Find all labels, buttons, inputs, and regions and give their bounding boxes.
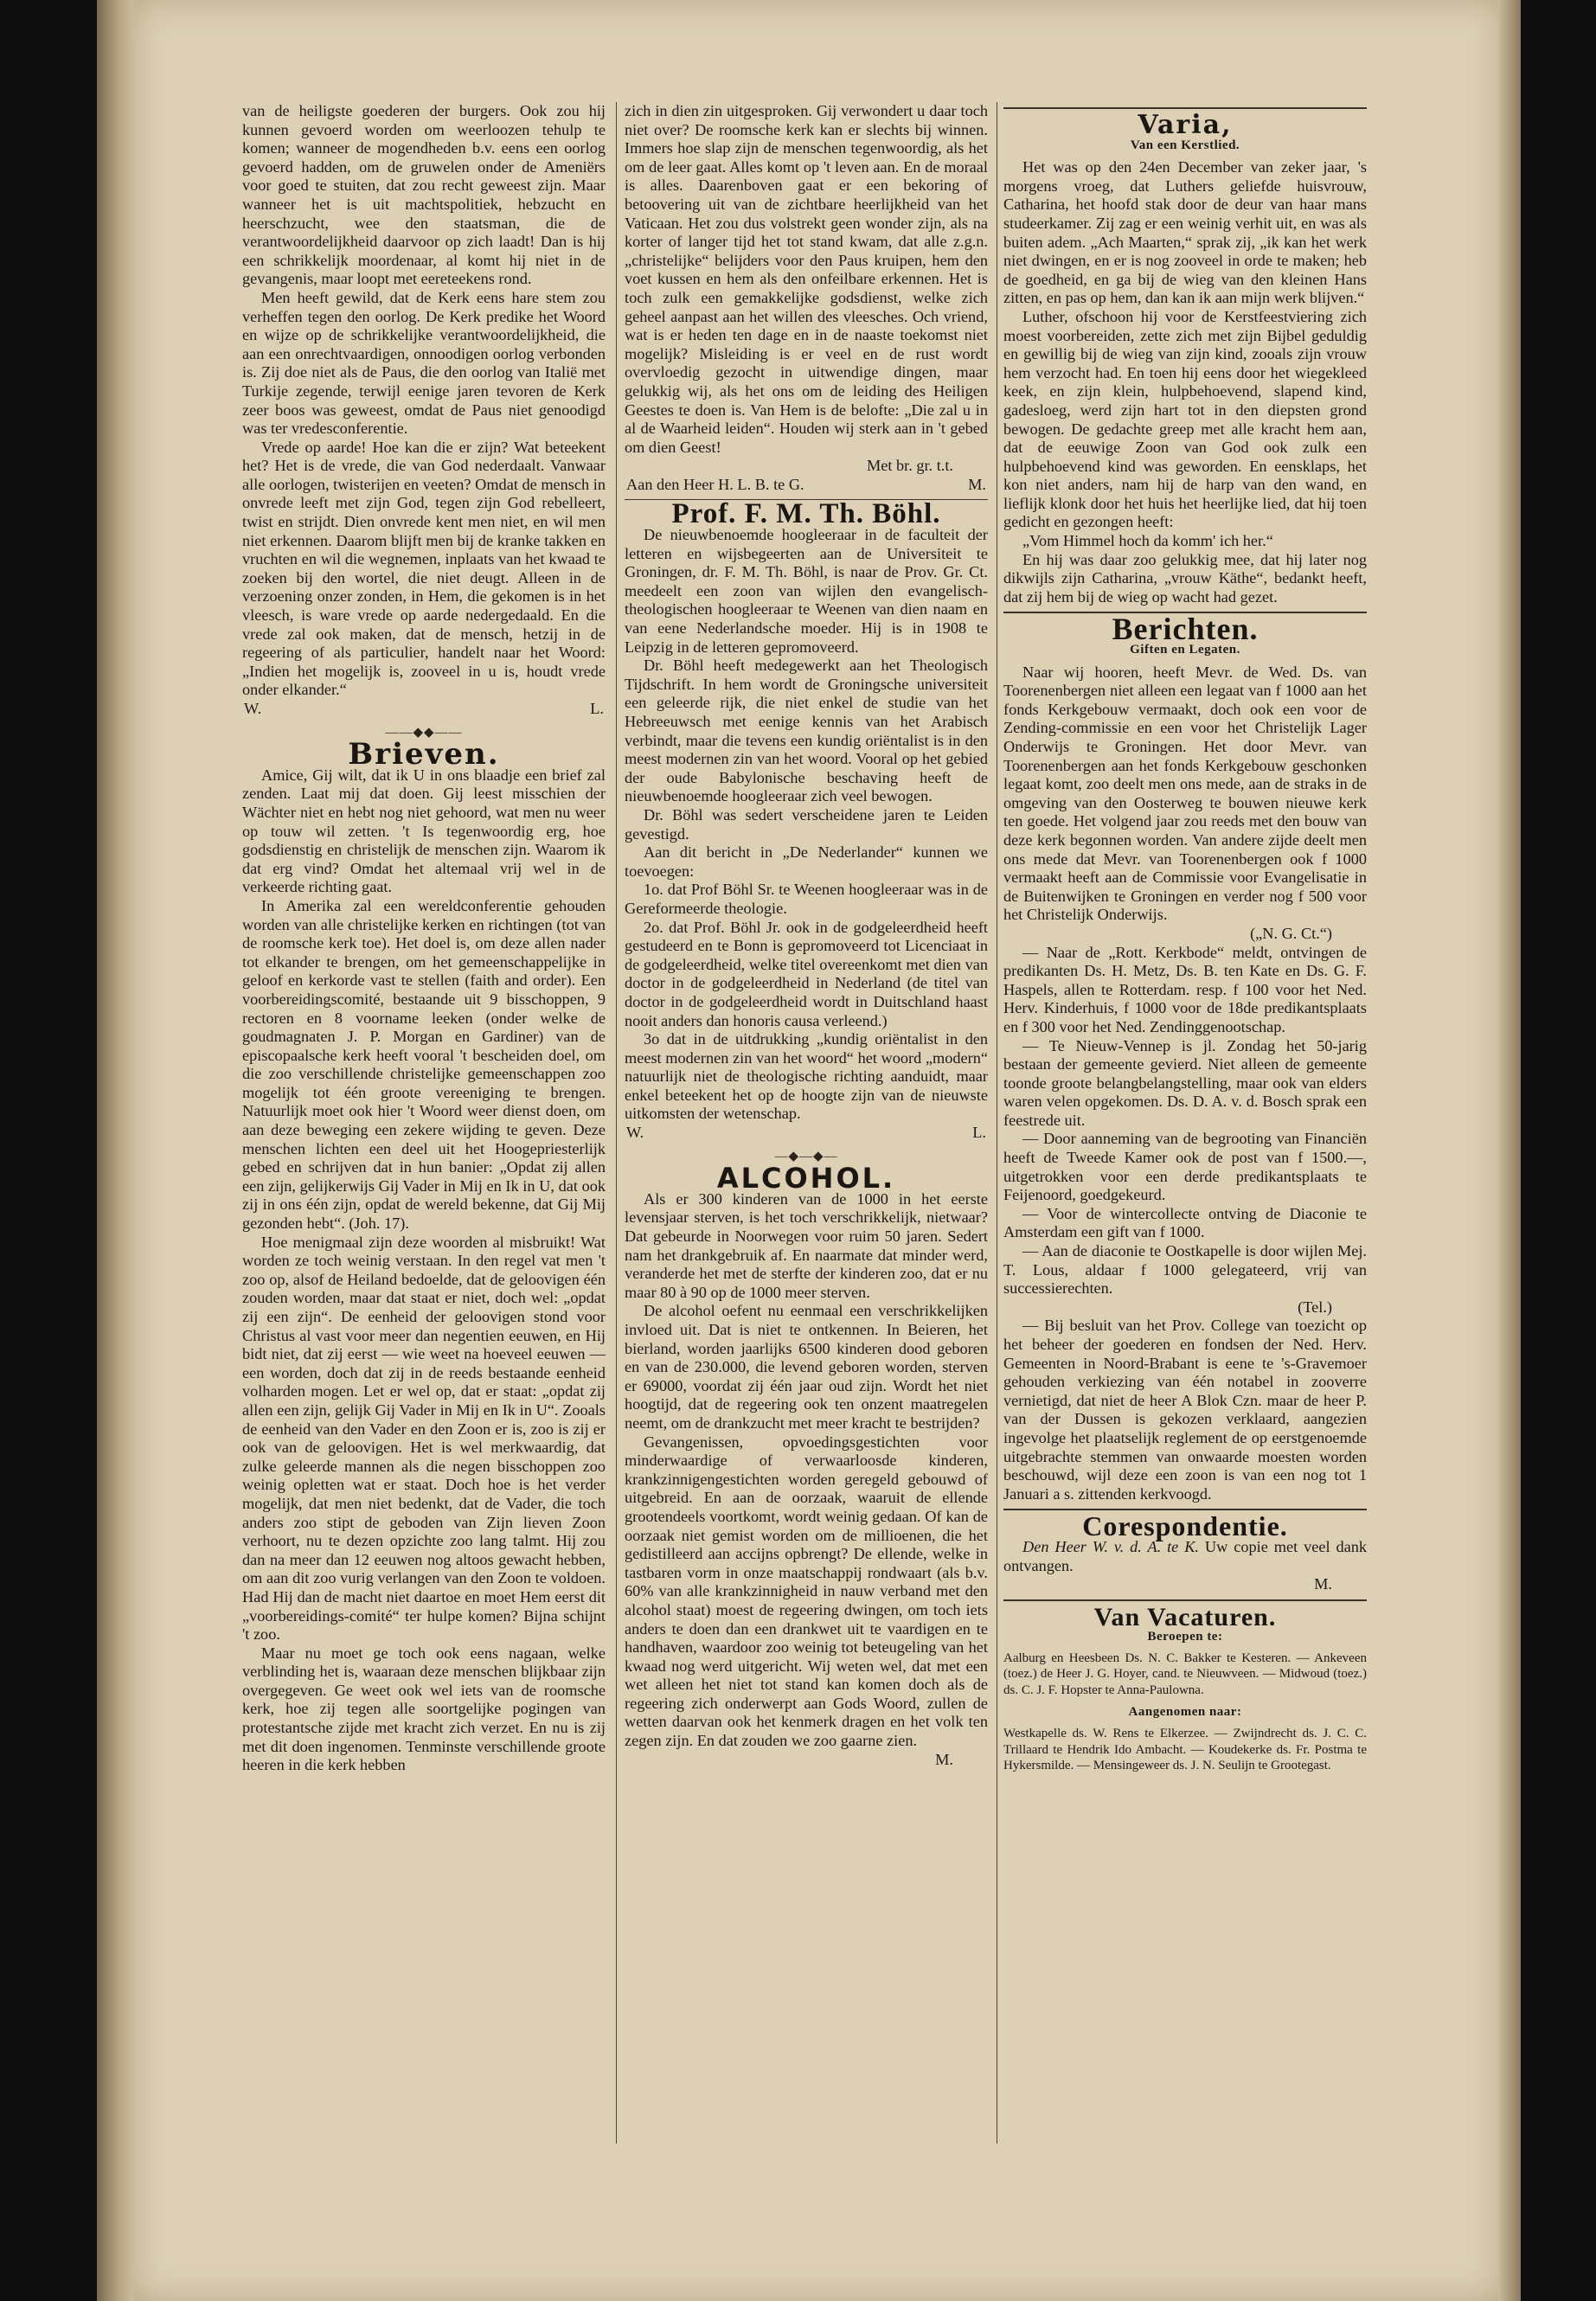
ornament-divider: ——◆◆—— [385,725,463,740]
source-note: („N. G. Ct.“) [1250,924,1332,942]
section-subtitle: Giften en Legaten. [1130,643,1240,657]
section-title-bohl: Prof. F. M. Th. Böhl. [671,498,941,530]
article-paragraph: — Voor de wintercollecte ontving de Diaconie te Amsterdam een gift van f 1000. [1003,1204,1367,1241]
article-paragraph: Vrede op aarde! Hoe kan die er zijn? Wat beteekent het? Het is de vrede, die van God nederdaalt. Vanwaar alle oorlogen, twisterijen en veeten? Omdat de mensch in onvrede leeft met zijn God, tegen zijn God rebelleert, twist en strijdt. Dien onvrede kent men niet, en wil men niet erkennen. Daarom blijft men bij de kranke takken en vruchten en wil die wegnemen, inplaats van het kwaad te zoeken bij den wortel, die niet deugt. Alleen in de verzoening onzer zonden, in Hem, die gekomen is in het vleesch, is ware vrede op aarde nedergedaald. En die vrede zal ook maken, dat de mensch, hetzij in de regeering of als particulier, handelt naar het Woord: „Indien het mogelijk is, zooveel in u is, houdt vrede onder elkander.“ [242,438,606,699]
article-paragraph: Als er 300 kinderen van de 1000 in het eerste levensjaar sterven, is het toch verschrikkelijk, nietwaar? Dat gebeurde in Noorwegen voor ruim 50 jaren. Sedert nam het drankgebruik af. En naarmate dat minder werd, veranderde het met de sterfte der kinderen zoo, dat er nu maar 80 à 90 op de 1000 meer sterven. [625,1189,988,1301]
column-1 [242,102,606,1775]
article-paragraph: — Naar de „Rott. Kerkbode“ meldt, ontvingen de predikanten Ds. H. Metz, Ds. B. ten Kate en Ds. G. F. Haspels, allen te Rotterdam. resp. f 100 voor het Ned. Herv. Kinderhuis, f 1000 voor de 18de predikantsplaats en f 300 voor het Ned. Zendinggenootschap. [1003,943,1367,1035]
section-title-correspondentie: Corespondentie. [1082,1510,1288,1542]
article-paragraph: Gevangenissen, opvoedingsgestichten voor minderwaardige of verwaarloosde kinderen, krankzinnigengestichten worden geregeld gebouwd of uitgebreid. En aan de oorzaak, waaruit de ellende grootendeels voortkomt, wordt weinig gedaan. Of kan de oorzaak niet gemist worden om de millioenen, die het gedistilleerd aan accijns opbrengt? De ellende, welke in tastbaren vorm in onze maatschappij rondwaart (als b.v. 60% van alle krankzinnigheid in nauw verband met den alcohol staat) moest de regeering dwingen, om toch iets anders te doen dan een drankwet uit te vaardigen en te handhaven, waardoor zoo weinig tot beteugeling van het kwaad nog werd uitgericht. Wij weten wel, dat met een wet alleen het niet tot stand kan komen doch als de regeering zich onderwerpt aan Gods Woord, zullen de wetten daarvan ook het kenmerk dragen en het volk ten zegen zijn. En dat zouden we zoo gaarne zien. [625,1433,988,1750]
article-paragraph: In Amerika zal een wereldconferentie gehouden worden van alle christelijke kerken en richtingen (tot van de roomsche kerk toe). Het doel is, om deze allen nader tot elkander te brengen, om het gemeenschappelijke in geloof en kerkorde vast te stellen (faith and order). Een voorbereidingscomité, bestaande uit 9 bisschoppen, 9 rectoren en 8 voorname leeken (onder welke de goudmagnaten J. P. Morgan en Gardiner) van de episcopaalsche kerk heeft vooral 't bescheiden doel, om die zoo verschillende christelijke gemeenschappen zoo mogelijk tot één groote vereeniging te brengen. Natuurlijk moet ook hier 't Woord weer dienst doen, om aan deze beweging een zekere wijding te geven. Deze menschen lichten een deel uit het Hoogepriesterlijk gebed en schrijven dat in hun banier: „Opdat zij allen een zijn, gelijkerwijs Gij Vader in Mij en Ik in U, dat ook zij in ons één zijn, opdat de wereld bekenne, dat Gij Mij gezonden hebt“. (Joh. 17). [242,896,606,1233]
article-paragraph: De alcohol oefent nu eenmaal een verschrikkelijken invloed uit. Dat is niet te ontkennen. In Beieren, het bierland, worden jaarlijks 6500 kinderen dood geboren en van de 230.000, die levend geboren worden, sterven er 69000, voordat zij één jaar oud zijn. Wordt het niet hoogtijd, dat de regeering ook ten onzent maatregelen neemt, om de drankzucht met meer kracht te bestrijden? [625,1302,988,1432]
article-paragraph: Het was op den 24en December van zeker jaar, 's morgens vroeg, dat Luthers geliefde huisvrouw, Catharina, het hoofd stak door de deur van haar mans studeerkamer. Zij zag er een weinig verhit uit, en was als buiten adem. „Ach Maarten,“ sprak zij, „ik kan het werk niet dwingen, en er is nog zooveel in orde te maken; heb de goedheid, en ga bij de wieg van den kleinen Hans zitten, en pas op hem, dan kan ik aan mijn werk blijven.“ [1003,158,1367,307]
section-subtitle: Aangenomen naar: [1128,1705,1242,1720]
section-title-vacaturen: Van Vacaturen. [1093,1602,1277,1631]
article-paragraph: Dr. Böhl heeft medegewerkt aan het Theologisch Tijdschrift. In hem wordt de Groningsche universiteit een geleerde rijk, die niet enkel de studie van het Hebreeuwsch met eenige kennis van het Arabisch verbindt, maar die tevens een kundig oriëntalist is in den meest modernen zin van het woord. Vooral op het gebied der oude Babylonische beschaving heeft de nieuwbenoemde hoogleeraar zich veel bewogen. [625,657,988,805]
section-subtitle: Beroepen te: [1147,1630,1223,1644]
article-paragraph: Dr. Böhl was sedert verscheidene jaren te Leiden gevestigd. [625,805,988,843]
article-paragraph: — Te Nieuw-Vennep is jl. Zondag het 50-jarig bestaan der gemeente gevierd. Niet alleen de gemeente toonde groote belangbelangstelling, maar ook van elders waren velen opgekomen. Ds. D. A. v. d. Bosch sprak een feestrede uit. [1003,1036,1367,1129]
article-paragraph: 1o. dat Prof Böhl Sr. te Weenen hoogleeraar was in de Gereformeerde theologie. [625,881,988,917]
signature-right: M. [935,1750,953,1768]
vacancy-list [1003,1726,1367,1774]
correspondence-addressee: Den Heer W. v. d. A. te K. [1022,1537,1199,1555]
article-paragraph: De nieuwbenoemde hoogleeraar in de faculteit der letteren en wijsbegeerten aan de Universiteit te Groningen, dr. F. M. Th. Böhl, is naar de Prov. Gr. Ct. meedeelt een zoon van wijlen den evangelisch-theologischen hoogleeraar te Weenen van dien naam en van eene Nederlandsche moeder. Hij is in 1908 te Leipzig in de letteren gepromoveerd. [625,526,988,656]
article-paragraph: — Door aanneming van de begrooting van Financiën heeft de Tweede Kamer ook de post van f 1500.—, uitgetrokken voor een derde predikantsplaats te Feijenoord, goedgekeurd. [1003,1130,1367,1204]
column-rule-1 [616,102,617,2144]
greeting: Met br. gr. t.t. [866,457,953,475]
article-paragraph: En hij was daar zoo gelukkig mee, dat hij later nog dikwijls zijn Catharina, „vrouw Käthe“, bedankt heeft, dat zij hem bij de wieg op wacht had gezet. [1003,550,1367,606]
article-paragraph: Luther, ofschoon hij voor de Kerstfeestviering zich moest voorbereiden, zette zich met zijn Bijbel geduldig en gewillig bij de wieg van zijn kind, zooals zijn vrouw hem verzocht had. En toen hij eens door het wiegekleed keek, en zijn klein, hulpbehoevend, slapend kind, gadesloeg, werd zijn hart tot in den diepsten grond bewogen. De gedachte greep met alle kracht hem aan, dat de eeuwige Zoon van God ook zulk een hulpbehoevend kind was geworden. En eensklaps, het kon niet anders, nam hij de harp van den wand, en lieflijk klonk door het huis het heerlijke lied, dat hij toen gedicht en gezongen heeft: [1003,307,1367,531]
section-title-varia: Varia, [1138,110,1233,140]
vacancy-text: Aalburg en Heesbeen Ds. N. C. Bakker te Kesteren. — Ankeveen (toez.) de Heer J. G. Hoyer, cand. te Nieuwveen. — Midwoud (toez.) ds. C. J. F. Hopster te Anna-Paulowna. [1003,1650,1367,1697]
divider [1003,1599,1367,1601]
article-paragraph: — Bij besluit van het Prov. College van toezicht op het beheer der goederen en fondsen der Ned. Herv. Gemeenten in Noord-Brabant is eene te 's-Gravemoer gehouden verkiezing van één notabel in zooverre vernietigd, dat niet de heer A Blok Czn. maar de heer P. van der Dussen is gekozen verklaard, aangezien ingevolge het plaatselijk reglement de op eerstgenoemde uitgebrachte stemmen van onwaarde moesten worden beschouwd, wijl deze een zoon is van een nog tot 1 Januari a s. zittenden kerkvoogd. [1003,1317,1367,1503]
article-paragraph: zich in dien zin uitgesproken. Gij verwondert u daar toch niet over? De roomsche kerk kan er slechts bij winnen. Immers hoe slap zijn de menschen tegenwoordig, als het om de leer gaat. Alles komt op 't leven aan. En de moraal is alles. Daarenboven gaat er een bekoring of betoovering uit van de zichtbare heerlijkheid van het Vaticaan. Het zou dus volstrekt geen wonder zijn, als na korter of langer tijd het tot stand kwam, dat alle z.g.n. „christelijke“ belijders voor den Paus kruipen, hem den voet kussen en hem als den onfeilbare erkennen. Het is toch zulk een gemakkelijke godsdienst, welke zich geheel aanpast aan het willen des vleesches. Och vriend, wat is er heden ten dage en in de naaste toekomst niet mogelijk? Misleiding is er veel en de rust wordt overvloedig gezocht in uitwendige dingen, maar gelukkig wij, als het ons om de leiding des Heiligen Geestes te doen is. Van Hem is de belofte: „Die zal u in al de Waarheid leiden“. Houden wij sterk aan in 't gebed om dien Geest! [625,102,988,456]
article-paragraph: 3o dat in de uitdrukking „kundig oriëntalist in den meest modernen zin van het woord“ het woord „modern“ natuurlijk niet de theologische richting aanduidt, maar enkel beteekent het op de hoogte zijn van de nieuwste uitkomsten der wetenschap. [625,1030,988,1123]
column-3 [1003,102,1367,1774]
section-title-brieven: Brieven. [348,737,500,772]
article-paragraph: Maar nu moet ge toch ook eens nagaan, welke verblinding het is, waaraan deze menschen blijkbaar zijn overgegeven. Ge weet ook wel iets van de roomsche kerk, hoe zij tegen alle soortgelijke pogingen van protestantsche zijde met kracht zich verzet. En nu is zij met dit doen ingenomen. Tenminste verschillende groote heeren in die kerk hebben [242,1644,606,1774]
section-subtitle: Van een Kerstlied. [1130,138,1240,152]
article-paragraph: — Aan de diaconie te Oostkapelle is door wijlen Mej. T. Lous, aldaar f 1000 gelegateerd, vrij van successierechten. [1003,1242,1367,1298]
song-line: „Vom Himmel hoch da komm' ich her.“ [1022,532,1273,550]
article-paragraph: Hoe menigmaal zijn deze woorden al misbruikt! Wat worden ze toch weinig verstaan. In den regel vat men 't zoo op, alsof de Heiland bedoelde, dat de geloovigen één zouden worden, maar dat staat er niet, doch wel: „opdat zij een zijn“. De eenheid der geloovigen stond voor Christus al vast voor meer dan negentien eeuwen, en Hij bidt niet, dat zij eerst — wie weet na hoeveel eeuwen — een worden, doch dat zij in de reeds bestaande eenheid volharden mogen. Let er wel op, dat er staat: „opdat zij allen een zijn, gelijk Gij Vader in Mij en Ik in U“. Zooals de eenheid van den Vader en den Zoon er is, zoo is zij er ook van de geloovigen. Het is wel merkwaardig, dat zulke geleerde mannen als die negen bisschoppen zoo weinig opletten wat er staat. Doch hoe is het verder mogelijk, dat men niet bedenkt, dat de Vader, die toch anders zoo stipt de geboden van Zijn lieven Zoon verhoort, nu te dezen opzichte zoo lang talmt. Hij zou dan na meer dan 12 eeuwen nog altoos gewacht hebben, om aan dit zoo vurig verlangen van den Zoon te voldoen. Had Hij dan de macht niet daartoe en moet Hem eerst dit „voorbereidings-comité“ ter hulpe komen? Bijna schijnt 't zoo. [242,1233,606,1644]
correspondence-text: Uw copie met veel dank ontvangen. [1003,1537,1368,1574]
address-line [625,476,988,495]
article-paragraph: Amice, Gij wilt, dat ik U in ons blaadje een brief zal zenden. Laat mij dat doen. Gij leest misschien der Wächter niet en hebt nog niet gehoord, wat men nu weer op touw wil zetten. 't Is tegenwoordig erg, hoe godsdienstig en christelijk de menschen zijn. Waarom ik dat erg vind? Omdat het altemaal vrij wel in de verkeerde richting gaat. [242,766,606,896]
article-paragraph: van de heiligste goederen der burgers. Ook zou hij kunnen gevoerd worden om weerloozen tehulp te komen; wanneer de mogendheden b.v. eens een oorlog gevoerd hadden, om de gruwelen onder de Ameniërs voor goed te stuiten, dat zou recht geweest zijn. Maar wanneer het is uit machtspolitiek, hebzucht en heerschzucht, wee den staatsman, die de verantwoordelijkheid daarvoor op zich laadt! Dan is hij een schrikkelijk moordenaar, al komt hij niet in de gevangenis, maar loopt met eereteekens rond. [242,102,606,288]
column-2 [625,102,988,1769]
section-title-berichten: Berichten. [1112,612,1259,647]
signature [625,1124,988,1143]
signature-right: L. [972,1124,986,1142]
correspondence-note [1003,1538,1367,1575]
source-note: (Tel.) [1298,1298,1332,1316]
article-paragraph: Aan dit bericht in „De Nederlander“ kunnen we toevoegen: [625,843,988,880]
vacancy-text: Westkapelle ds. W. Rens te Elkerzee. — Zwijndrecht ds. J. C. C. Trillaard te Hendrik Ido Ambacht. — Koudekerke ds. Fr. Postma te Hykersmilde. — Mensingeweer ds. J. N. Seulijn te Grootegast. [1003,1727,1367,1772]
signature-left: W. [626,1124,644,1142]
article-paragraph: Naar wij hooren, heeft Mevr. de Wed. Ds. van Toorenenbergen niet alleen een legaat van f 1000 aan het fonds Kerkgebouw vermaakt, doch ook een voor de Zending-commissie en een voor het Christelijk Lager Onderwijs te Groningen. Het door Mevr. van Toorenenbergen aan het fonds Kerkgebouw geschonken legaat komt, zoo deelt men ons mede, aan de straks in de omgeving van den Oosterweg te bouwen nieuwe kerk ten goede. Het volgend jaar zou reeds met den bouw van deze kerk begonnen worden. Van andere zijde deelt men ons mede dat Mevr. van Toorenenbergen ook f 1000 vermaakt heeft aan de Commissie voor Evangelisatie in de Buitenwijken te Groningen en verder nog f 500 voor het Christelijk Onderwijs. [1003,663,1367,924]
signature-right: L. [590,700,604,717]
signature-right: M. [968,475,986,493]
page-edge-right [1498,0,1521,2301]
signature-left: W. [244,700,262,717]
signature-right: M. [1314,1575,1332,1593]
address-text: Aan den Heer H. L. B. te G. [626,475,804,493]
ornament-divider: —◆—◆— [774,1149,838,1163]
page-edge-left [97,0,136,2301]
vacancy-list [1003,1650,1367,1699]
article-paragraph: 2o. dat Prof. Böhl Jr. ook in de godgeleerdheid heeft gestudeerd en te Bonn is gepromoveerd tot Licenciaat in de godgeleerdheid, welke titel overeenkomt met dien van doctor in de godgeleerdheid in Nederland (de titel van doctor in de godgeleerdheid wordt in Duitschland haast nooit anders dan honoris causa verleend.) [625,918,988,1029]
article-paragraph: Men heeft gewild, dat de Kerk eens hare stem zou verheffen tegen den oorlog. De Kerk predike het Woord en wijze op de schrikkelijke verantwoordelijkheid, die aan een onrechtvaardigen, onnoodigen oorlog verbonden is. Zij doe niet als de Paus, die den oorlog van Italië met Turkije zegende, terwijl eenige jaren tevoren de Kerk zeer boos was geweest, omdat de Paus niet genoodigd was ter vredesconferentie. [242,288,606,438]
divider [1003,107,1367,109]
section-title-alcohol: ALCOHOL. [716,1162,896,1195]
signature [242,700,606,719]
